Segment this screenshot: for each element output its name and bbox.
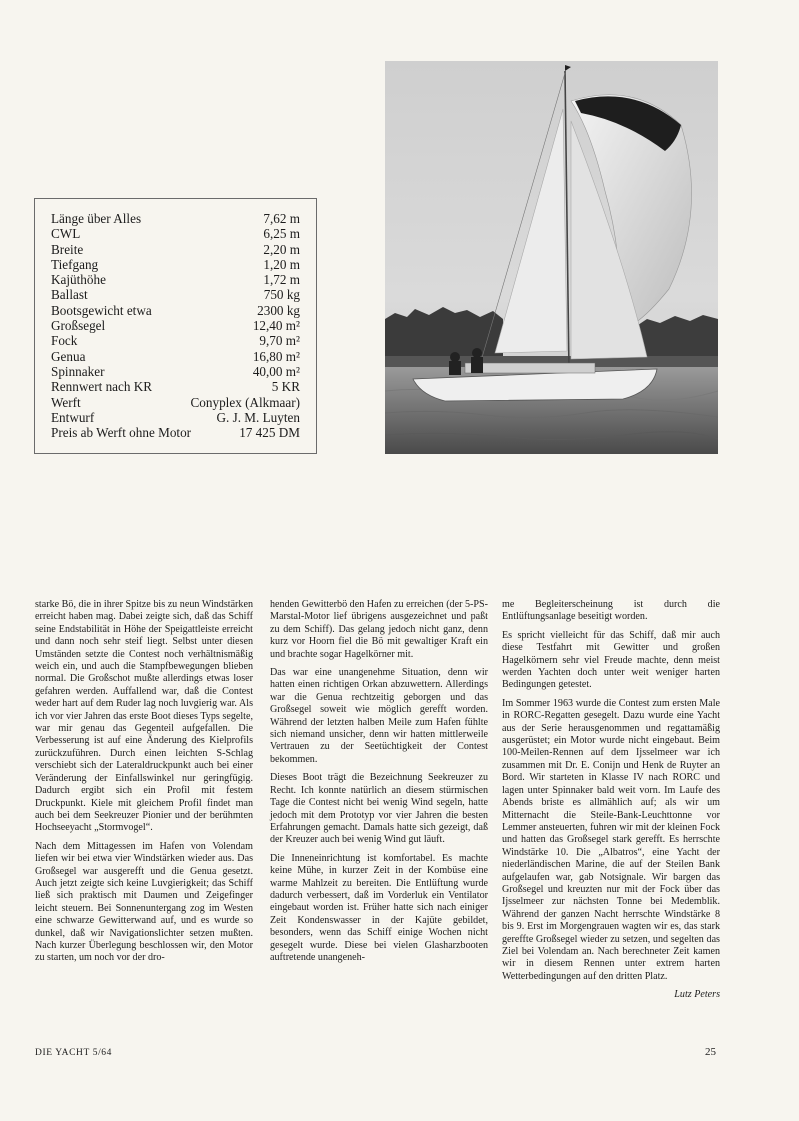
spec-label: Entwurf: [51, 409, 95, 425]
spec-row: [51, 211, 300, 226]
paragraph: Im Sommer 1963 wurde die Contest zum ersten Male in RORC-Regatten gesegelt. Dazu wurde eine Yacht aus der Serie herausgenommen und regattamäßig ausgerüstet; ein Motor wurde nicht eingebaut. Beim 100-Meilen-Rennen auf dem Ijsselmeer war ich zusammen mit Dr. E. Conijn und Henk de Ruyter an Bord. Wir starteten in Klasse IV nach RORC und lagen unter Spinnaker bald weit vorn. Im Laufe des Abends briste es allmählich auf; als wir um Mitternacht die Steile-Bank-Leuchttonne vor Lemmer ansteuerten, fuhren wir mit der kleinen Fock und hatten das Großsegel stark gerefft. Es herrschte Windstärke 10. Die „Albatros“, eine Yacht der niederländischen Marine, die auf der Steilen Bank aufgelaufen war, gab Notsignale. Wir bargen das Großsegel und kreuzten nur mit der Fock über das Ijsselmeer zur nächsten Tonne bei Medemblik. Während der ganzen Nacht herrschte Windstärke 8 bis 9. Erst im Morgengrauen wagten wir es, das stark gereffte Großsegel wieder zu setzen, und segelten das Ziel bei Volendam an. Nach berechneter Zeit kamen wir in diesem Rennen unter extrem harten Wetterbedingungen auf den dritten Platz.: [502, 697, 720, 982]
spec-row: [51, 318, 300, 333]
spec-label: Rennwert nach KR: [51, 379, 153, 395]
spec-value: 2,20 m: [263, 241, 300, 257]
spec-label: Ballast: [51, 287, 88, 303]
magazine-issue: DIE YACHT 5/64: [35, 1048, 113, 1058]
spec-label: Länge über Alles: [51, 211, 142, 226]
spec-row: [51, 287, 300, 302]
spec-row: [51, 349, 300, 364]
spec-value: 1,20 m: [263, 256, 300, 272]
paragraph: starke Bö, die in ihrer Spitze bis zu neun Windstärken erreicht haben mag. Dabei zeigte sich, daß das Schiff seine Endstabilität in Höhe der Speigattleiste erreicht und dann noch sehr steif liegt. Selbst unter diesen Umständen setzte die Contest noch verhältnismäßig weich ein, und auch die Stampfbewegungen blieben normal. Die Großschot mußte allerdings etwas loser gefahren werden. Auffallend war, daß die Contest weder hart auf dem Ruder lag noch luvgierig war. Als ich vor vier Jahren das erste Boot dieses Typs segelte, war mir genau das Gegenteil aufgefallen. Die Verbesserung ist auf eine Änderung des Kielprofils zurückzuführen. Durch einen leichten S-Schlag verschiebt sich der Lateraldruckpunkt auch bei einer Veränderung der Einfallswinkel nur geringfügig. Dadurch ergibt sich ein Profil mit festem Druckpunkt. Kiele mit gleichem Profil findet man auch bei dem Seekreuzer Pionier und der berühmten Hochseeyacht „Stormvogel“.: [35, 599, 253, 834]
sailboat-illustration: [385, 61, 718, 454]
spec-value: 7,62 m: [263, 211, 300, 226]
spec-value: 17 425 DM: [239, 425, 300, 441]
spec-label: Bootsgewicht etwa: [51, 302, 152, 318]
spec-value: G. J. M. Luyten: [216, 409, 300, 425]
paragraph: me Begleiterscheinung ist durch die Entlüftungsanlage beseitigt worden.: [502, 599, 720, 623]
spec-label: Kajüthöhe: [51, 272, 106, 288]
spec-row: [51, 257, 300, 272]
spec-row: [51, 395, 300, 410]
spec-label: Preis ab Werft ohne Motor: [51, 425, 192, 441]
spec-value: Conyplex (Alkmaar): [190, 394, 300, 410]
paragraph: Das war eine unangenehme Situation, denn wir hatten einen richtigen Orkan abzuwettern. Allerdings war die Genua rechtzeitig geborgen und das Großsegel soweit wie möglich gerefft worden. Während der letzten halben Meile zum Hafen fühlte sich niemand unsicher, denn wir hatten mittlerweile Vertrauen zu der Seetüchtigkeit der Contest bekommen.: [270, 667, 488, 765]
author-signature: Lutz Peters: [674, 989, 720, 1001]
spec-row: [51, 272, 300, 287]
spec-value: 750 kg: [263, 287, 300, 303]
spec-row: [51, 226, 300, 241]
spec-row: [51, 425, 300, 440]
spec-label: Spinnaker: [51, 363, 105, 379]
spec-value: 6,25 m: [263, 226, 300, 242]
spec-value: 1,72 m: [263, 272, 300, 288]
paragraph: Die Inneneinrichtung ist komfortabel. Es machte keine Mühe, in kurzer Zeit in der Kombüse eine warme Mahlzeit zu bereiten. Die Entlüftung wurde dadurch verbessert, daß im Vorderluk ein Ventilator eingebaut worden ist. Früher hatte sich nach einiger Zeit Kondenswasser in der Kajüte gebildet, besonders, wenn das Schiff einige Wochen nicht gesegelt wurde. Diese bei vielen Glasharzbooten auftretende unangeneh-: [270, 852, 488, 963]
spec-value: 16,80 m²: [252, 348, 300, 364]
paragraph: Dieses Boot trägt die Bezeichnung Seekreuzer zu Recht. Ich konnte natürlich an diesem stürmischen Tage die Contest nicht bei wenig Wind segeln, hatte jedoch mit dem Prototyp vor vier Jahren die besten Erfahrungen gemacht. Damals hatte sich gezeigt, daß der Kreuzer auch bei wenig Wind gut läuft.: [270, 772, 488, 846]
spec-value: 5 KR: [271, 379, 300, 395]
spec-label: Großsegel: [51, 318, 106, 334]
specifications-table: [34, 198, 317, 454]
spec-value: 40,00 m²: [252, 363, 300, 379]
spec-row: [51, 333, 300, 348]
spec-row: [51, 242, 300, 257]
text-column-1: [35, 599, 253, 971]
text-column-3: [502, 599, 720, 1001]
spec-label: Tiefgang: [51, 256, 99, 272]
sailboat-photo: [385, 61, 718, 454]
paragraph: Es spricht vielleicht für das Schiff, daß mir auch diese Testfahrt mit Gewitter und großen Hagelkörnern sehr viel Freude machte, denn meist werden Yachten doch unter weit weniger harten Bedingungen getestet.: [502, 629, 720, 691]
spec-value: 12,40 m²: [252, 318, 300, 334]
spec-label: CWL: [51, 226, 81, 242]
spec-row: [51, 410, 300, 425]
spec-row: [51, 303, 300, 318]
spec-value: 9,70 m²: [259, 333, 300, 349]
paragraph: henden Gewitterbö den Hafen zu erreichen (der 5-PS-Marstal-Motor lief übrigens ausgezeichnet und paßt zu dem Schiff). Das gelang jedoch nicht ganz, denn kurz vor Hoorn fiel die Bö mit gewaltiger Kraft ein und brachte sogar Hagelkörner mit.: [270, 599, 488, 660]
spec-value: 2300 kg: [257, 302, 300, 318]
page-number: 25: [705, 1046, 716, 1058]
text-column-2: [270, 599, 488, 970]
paragraph: Nach dem Mittagessen im Hafen von Volendam liefen wir bei etwa vier Windstärken wieder aus. Das Großsegel war ausgerefft und die Genua gesetzt. Auch jetzt zeigte sich keine Luvgierigkeit; das Schiff ließ sich praktisch mit Daumen und Zeigefinger leicht steuern. Bei Sonnenuntergang zog im Westen eine schwarze Gewitterwand auf, und es wurde so dunkel, daß wir Navigationslichter setzen mußten. Nach kurzer Überlegung beschlossen wir, den Motor zu starten, um noch vor der dro-: [35, 840, 253, 964]
spec-label: Genua: [51, 348, 86, 364]
spec-label: Werft: [51, 394, 81, 410]
spec-row: [51, 379, 300, 394]
spec-label: Breite: [51, 241, 84, 257]
spec-row: [51, 364, 300, 379]
spec-label: Fock: [51, 333, 78, 349]
